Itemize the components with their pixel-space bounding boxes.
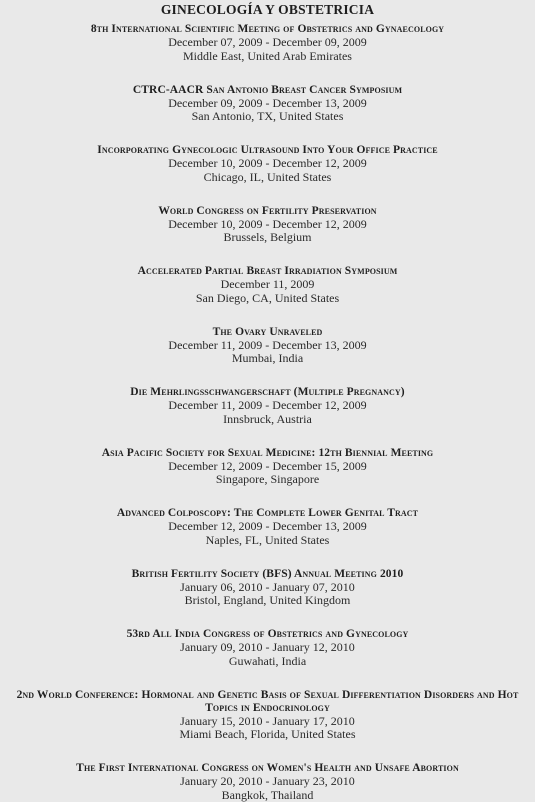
event-name: 53rd All India Congress of Obstetrics and Gynecology bbox=[0, 628, 535, 641]
event-dates: January 15, 2010 - January 17, 2010 bbox=[0, 715, 535, 729]
event-item bbox=[0, 762, 535, 802]
event-item bbox=[0, 386, 535, 426]
event-dates: December 11, 2009 bbox=[0, 278, 535, 292]
event-name: The Ovary Unraveled bbox=[0, 326, 535, 339]
event-location: Miami Beach, Florida, United States bbox=[0, 728, 535, 742]
event-dates: December 11, 2009 - December 13, 2009 bbox=[0, 339, 535, 353]
event-name: 2nd World Conference: Hormonal and Genetic Basis of Sexual Differentiation Disorders and Hot Topics in Endocrinology bbox=[0, 689, 535, 715]
event-location: Brussels, Belgium bbox=[0, 231, 535, 245]
event-name: British Fertility Society (BFS) Annual Meeting 2010 bbox=[0, 568, 535, 581]
event-dates: December 10, 2009 - December 12, 2009 bbox=[0, 218, 535, 232]
event-item bbox=[0, 84, 535, 124]
event-location: Bangkok, Thailand bbox=[0, 789, 535, 802]
event-name: World Congress on Fertility Preservation bbox=[0, 205, 535, 218]
event-location: San Diego, CA, United States bbox=[0, 292, 535, 306]
event-name: Accelerated Partial Breast Irradiation Symposium bbox=[0, 265, 535, 278]
event-item bbox=[0, 205, 535, 245]
event-item bbox=[0, 568, 535, 608]
event-name: Advanced Colposcopy: The Complete Lower Genital Tract bbox=[0, 507, 535, 520]
event-dates: January 06, 2010 - January 07, 2010 bbox=[0, 581, 535, 595]
event-list bbox=[0, 23, 535, 802]
event-item bbox=[0, 447, 535, 487]
event-location: Bristol, England, United Kingdom bbox=[0, 594, 535, 608]
event-item bbox=[0, 628, 535, 668]
event-name: The First International Congress on Women's Health and Unsafe Abortion bbox=[0, 762, 535, 775]
event-location: San Antonio, TX, United States bbox=[0, 110, 535, 124]
event-item bbox=[0, 689, 535, 742]
event-name: Incorporating Gynecologic Ultrasound Into Your Office Practice bbox=[0, 144, 535, 157]
event-dates: January 09, 2010 - January 12, 2010 bbox=[0, 641, 535, 655]
event-dates: December 12, 2009 - December 15, 2009 bbox=[0, 460, 535, 474]
event-location: Mumbai, India bbox=[0, 352, 535, 366]
event-name: Asia Pacific Society for Sexual Medicine: 12th Biennial Meeting bbox=[0, 447, 535, 460]
event-location: Middle East, United Arab Emirates bbox=[0, 50, 535, 64]
event-item bbox=[0, 144, 535, 184]
event-dates: January 20, 2010 - January 23, 2010 bbox=[0, 775, 535, 789]
event-location: Chicago, IL, United States bbox=[0, 171, 535, 185]
event-item bbox=[0, 23, 535, 63]
event-location: Naples, FL, United States bbox=[0, 534, 535, 548]
page-title: GINECOLOGÍA Y OBSTETRICIA bbox=[0, 0, 535, 18]
event-name: 8th International Scientific Meeting of Obstetrics and Gynaecology bbox=[0, 23, 535, 36]
event-location: Guwahati, India bbox=[0, 655, 535, 669]
event-location: Innsbruck, Austria bbox=[0, 413, 535, 427]
event-dates: December 10, 2009 - December 12, 2009 bbox=[0, 157, 535, 171]
event-dates: December 11, 2009 - December 12, 2009 bbox=[0, 399, 535, 413]
event-item bbox=[0, 265, 535, 305]
event-name: Die Mehrlingsschwangerschaft (Multiple Pregnancy) bbox=[0, 386, 535, 399]
event-item bbox=[0, 507, 535, 547]
event-dates: December 09, 2009 - December 13, 2009 bbox=[0, 97, 535, 111]
event-dates: December 12, 2009 - December 13, 2009 bbox=[0, 520, 535, 534]
event-dates: December 07, 2009 - December 09, 2009 bbox=[0, 36, 535, 50]
event-location: Singapore, Singapore bbox=[0, 473, 535, 487]
event-item bbox=[0, 326, 535, 366]
event-name: CTRC-AACR San Antonio Breast Cancer Symposium bbox=[0, 84, 535, 97]
